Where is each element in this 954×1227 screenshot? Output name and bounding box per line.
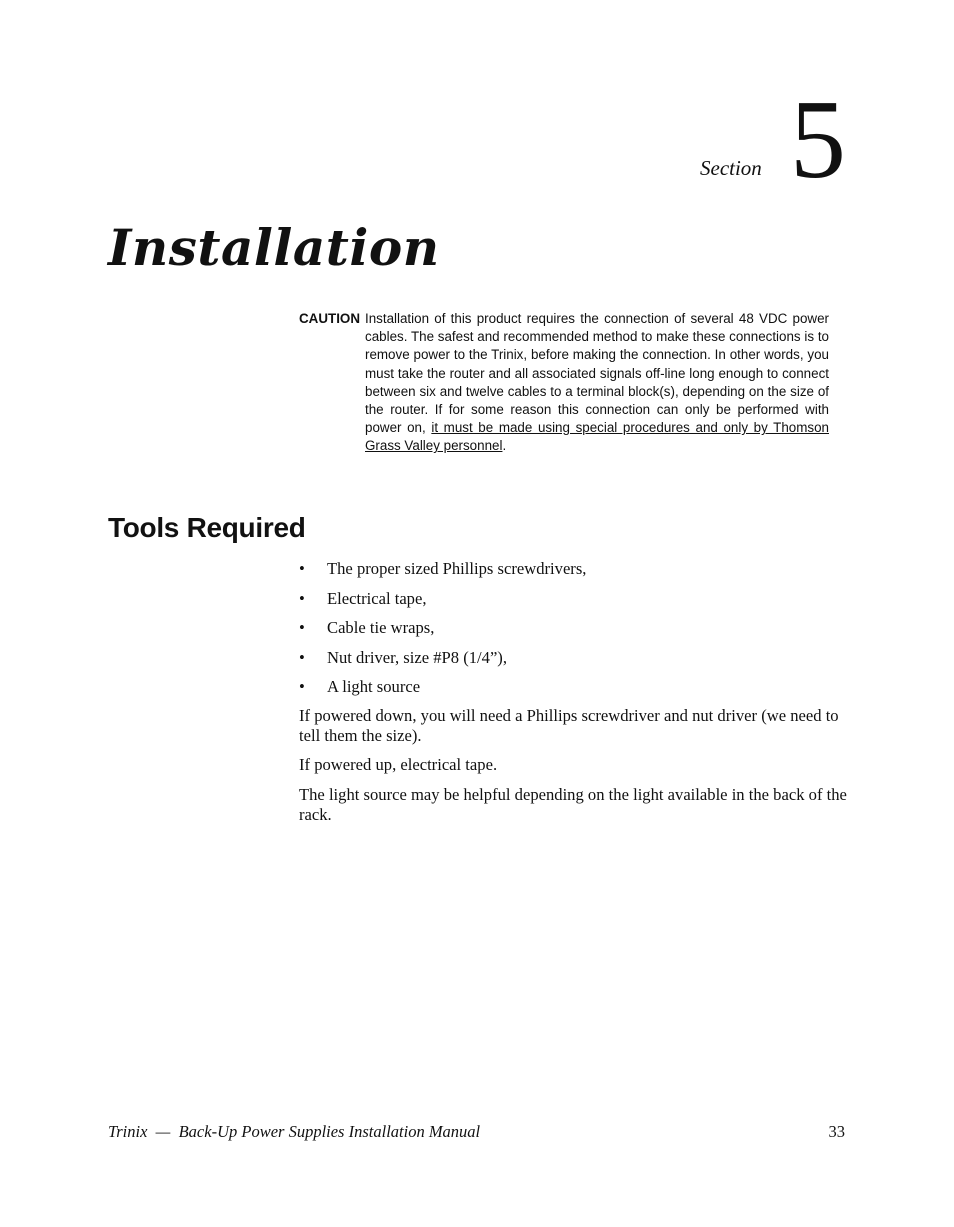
footer-title: Trinix — Back-Up Power Supplies Installation Manual — [108, 1122, 481, 1141]
list-item-text: The proper sized Phillips screwdrivers, — [327, 559, 587, 578]
list-item-text: Cable tie wraps, — [327, 618, 435, 637]
light-source-paragraph: The light source may be helpful depending on the light available in the back of the rack. — [299, 785, 847, 824]
list-item — [299, 676, 586, 706]
list-item-text: Nut driver, size #P8 (1/4”), — [327, 647, 507, 667]
list-item-text: A light source — [327, 677, 421, 696]
section-header — [600, 78, 846, 202]
section-label: Section — [700, 156, 762, 180]
tools-list — [299, 558, 586, 706]
page-number: 33 — [828, 1122, 845, 1141]
list-item — [299, 617, 586, 647]
caution-text — [365, 310, 829, 456]
caution-text-main: Installation of this product requires the connection of several 48 VDC power cables. The safest and recommended method to make these connections is to remove power to the Trinix, before making the connection. In other words, you must take the router and all associated signals off-line long enough to connect between six and twelve cables to a terminal block(s), depending on the size of the router. If for some reason this connection can only be performed with power on, — [365, 311, 829, 436]
bullet: • — [299, 559, 305, 578]
list-item — [299, 647, 586, 677]
section-number: 5 — [790, 78, 846, 202]
powered-down-paragraph: If powered down, you will need a Phillips screwdriver and nut driver (we need to tell them the size). — [299, 706, 839, 745]
caution-text-end: . — [502, 438, 507, 454]
tools-required-heading: Tools Required — [108, 512, 306, 543]
chapter-title: Installation — [108, 218, 440, 277]
bullet: • — [299, 618, 305, 637]
bullet: • — [299, 677, 305, 696]
list-item — [299, 588, 586, 618]
list-item-text: Electrical tape, — [327, 588, 427, 608]
list-item — [299, 558, 586, 588]
bullet: • — [299, 588, 305, 608]
powered-up-paragraph: If powered up, electrical tape. — [299, 755, 498, 774]
bullet: • — [299, 647, 305, 667]
caution-block — [299, 310, 829, 456]
caution-text-underlined: it must be made using special procedures and only by Thomson Grass Valley personnel — [365, 420, 829, 454]
caution-label: CAUTION — [299, 311, 360, 326]
